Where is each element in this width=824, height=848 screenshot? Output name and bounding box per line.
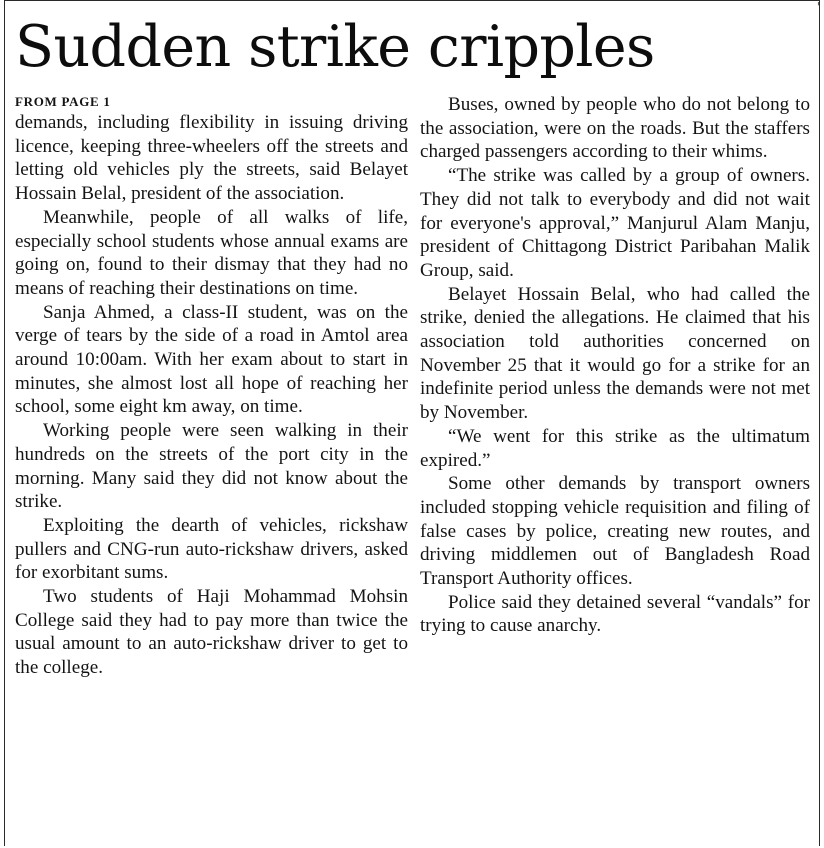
paragraph: Belayet Hossain Belal, who had called the strike, denied the allegations. He claimed that his association told authorities concerned on November 25 that it would go for a strike for an indefinite period unless the demands were not met by November. [420, 283, 810, 424]
paragraph: Two students of Haji Mohammad Mohsin College said they had to pay more than twice the usual amount to an auto-rickshaw driver to get to the college. [15, 586, 408, 679]
right-column [420, 93, 810, 638]
paragraph: Buses, owned by people who do not belong to the association, were on the roads. But the staffers charged passengers according to their whims. [420, 94, 810, 163]
paragraph: demands, including flexibility in issuing driving licence, keeping three-wheelers off the streets and letting old vehicles ply the streets, said Belayet Hossain Belal, president of the association. [15, 112, 408, 205]
paragraph: Some other demands by transport owners included stopping vehicle requisition and filing of false cases by police, creating new routes, and driving middlemen out of Bangladesh Road Transport Authority offices. [420, 473, 810, 590]
paragraph: Working people were seen walking in their hundreds on the streets of the port city in the morning. Many said they did not know about the strike. [15, 420, 408, 513]
headline: Sudden strike cripples [15, 14, 655, 80]
paragraph: Meanwhile, people of all walks of life, especially school students whose annual exams are going on, found to their dismay that they had no means of reaching their destinations on time. [15, 206, 408, 299]
paragraph: Exploiting the dearth of vehicles, rickshaw pullers and CNG-run auto-rickshaw drivers, asked for exorbitant sums. [15, 514, 408, 584]
paragraph: “We went for this strike as the ultimatum expired.” [420, 425, 810, 471]
from-page-kicker: FROM PAGE 1 [15, 94, 111, 109]
paragraph: “The strike was called by a group of owners. They did not talk to everybody and did not wait for everyone's approval,” Manjurul Alam Manju, president of Chittagong District Paribahan Malik Group, said. [420, 165, 810, 281]
corner-mark: ' [816, 0, 820, 14]
paragraph: Police said they detained several “vandals” for trying to cause anarchy. [420, 591, 810, 637]
left-column [15, 93, 408, 680]
paragraph: Sanja Ahmed, a class-II student, was on the verge of tears by the side of a road in Amtol area around 10:00am. With her exam about to start in minutes, she almost lost all hope of reaching her school, some eight km away, on time. [15, 301, 408, 418]
